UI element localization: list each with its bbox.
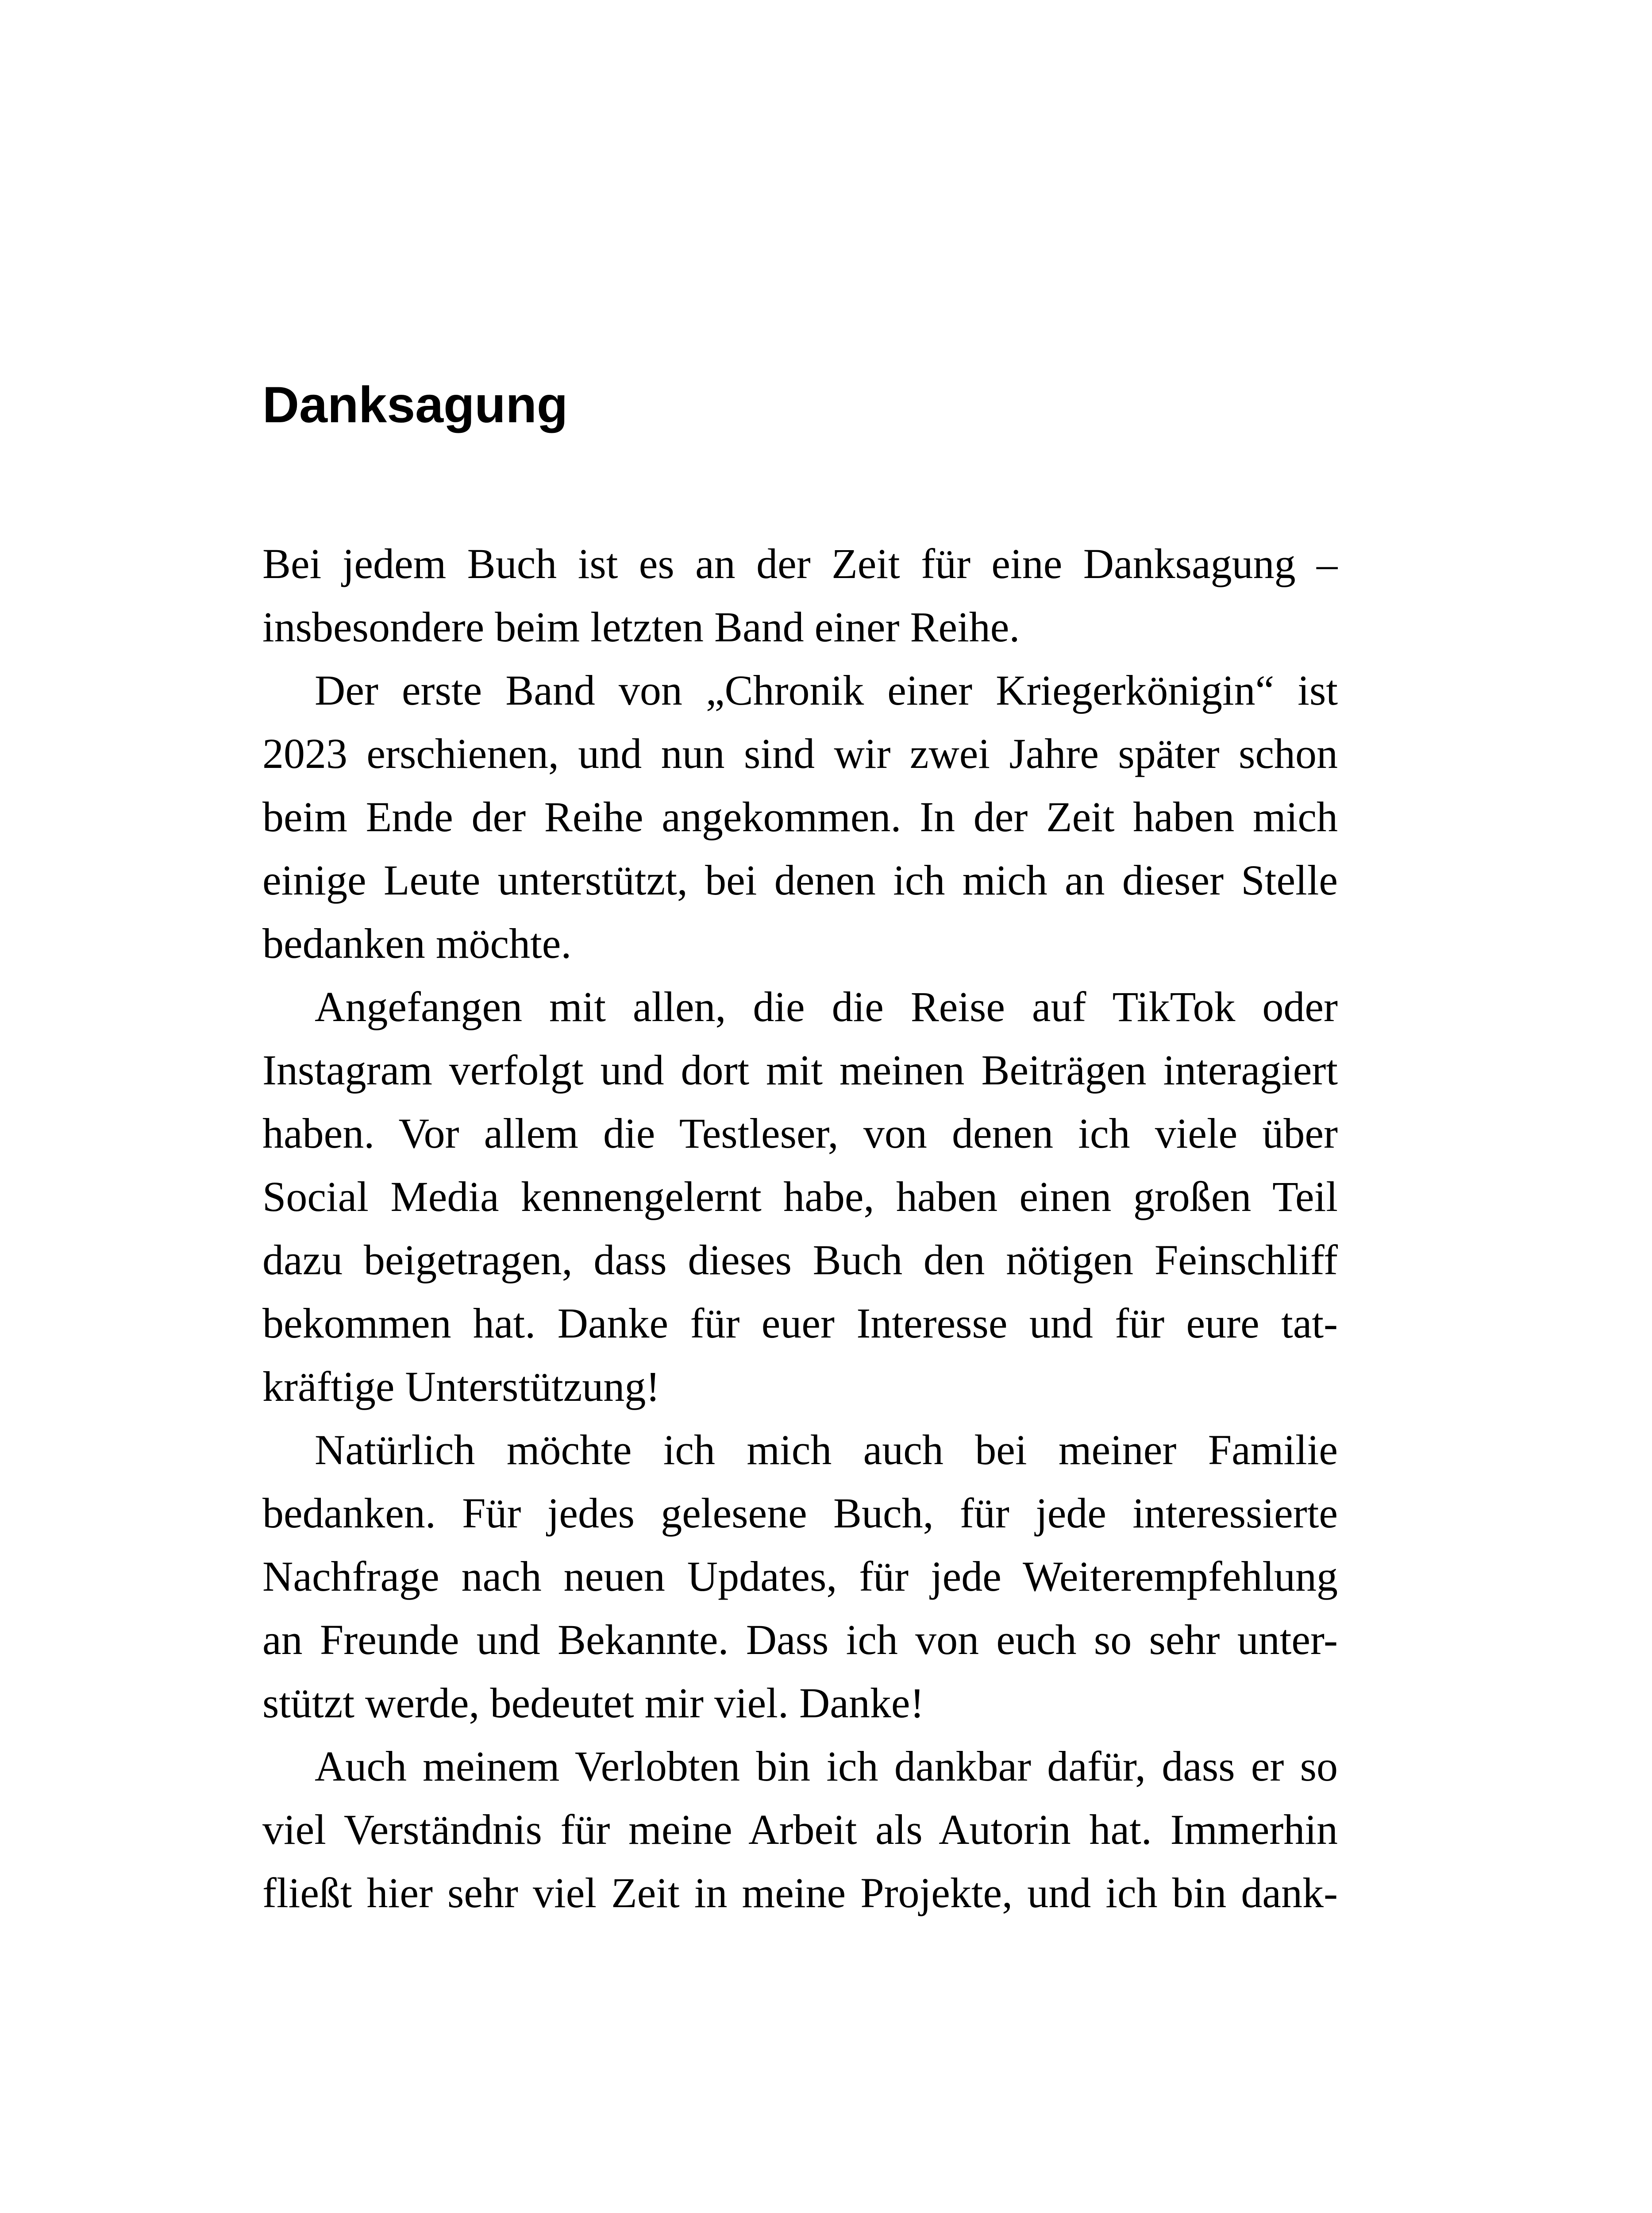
text-line: dazu beigetragen, dass dieses Buch den nötigen Feinschliff	[262, 1236, 1338, 1284]
body-text	[262, 532, 1338, 1924]
text-line: an Freunde und Bekannte. Dass ich von euch so sehr unter-	[262, 1616, 1338, 1663]
text-line: Social Media kennengelernt habe, haben einen großen Teil	[262, 1173, 1338, 1220]
text-line: Angefangen mit allen, die die Reise auf TikTok oder	[315, 983, 1338, 1030]
text-line: kräftige Unterstützung!	[262, 1363, 660, 1410]
text-line: fließt hier sehr viel Zeit in meine Projekte, und ich bin dank-	[262, 1869, 1338, 1916]
text-line: einige Leute unterstützt, bei denen ich mich an dieser Stelle	[262, 856, 1338, 904]
text-line: Nachfrage nach neuen Updates, für jede Weiterempfehlung	[262, 1553, 1338, 1600]
text-line: Der erste Band von „Chronik einer Kriegerkönigin“ ist	[315, 667, 1338, 714]
text-line: viel Verständnis für meine Arbeit als Autorin hat. Immerhin	[262, 1806, 1338, 1853]
text-line: Natürlich möchte ich mich auch bei meiner Familie	[315, 1426, 1338, 1473]
text-line: insbesondere beim letzten Band einer Reihe.	[262, 603, 1020, 651]
text-line: bedanken. Für jedes gelesene Buch, für jede interessierte	[262, 1489, 1338, 1537]
text-line: Instagram verfolgt und dort mit meinen Beiträgen interagiert	[262, 1046, 1338, 1094]
text-line: Auch meinem Verlobten bin ich dankbar dafür, dass er so	[315, 1743, 1338, 1790]
text-line: stützt werde, bedeutet mir viel. Danke!	[262, 1679, 924, 1727]
text-line: bedanken möchte.	[262, 920, 572, 967]
text-line: 2023 erschienen, und nun sind wir zwei Jahre später schon	[262, 730, 1338, 777]
text-line: bekommen hat. Danke für euer Interesse und für eure tat-	[262, 1299, 1338, 1347]
text-line: Bei jedem Buch ist es an der Zeit für eine Danksagung –	[262, 540, 1338, 587]
text-line: haben. Vor allem die Testleser, von denen ich viele über	[262, 1110, 1338, 1157]
chapter-heading: Danksagung	[262, 377, 568, 433]
text-line: beim Ende der Reihe angekommen. In der Zeit haben mich	[262, 793, 1338, 840]
